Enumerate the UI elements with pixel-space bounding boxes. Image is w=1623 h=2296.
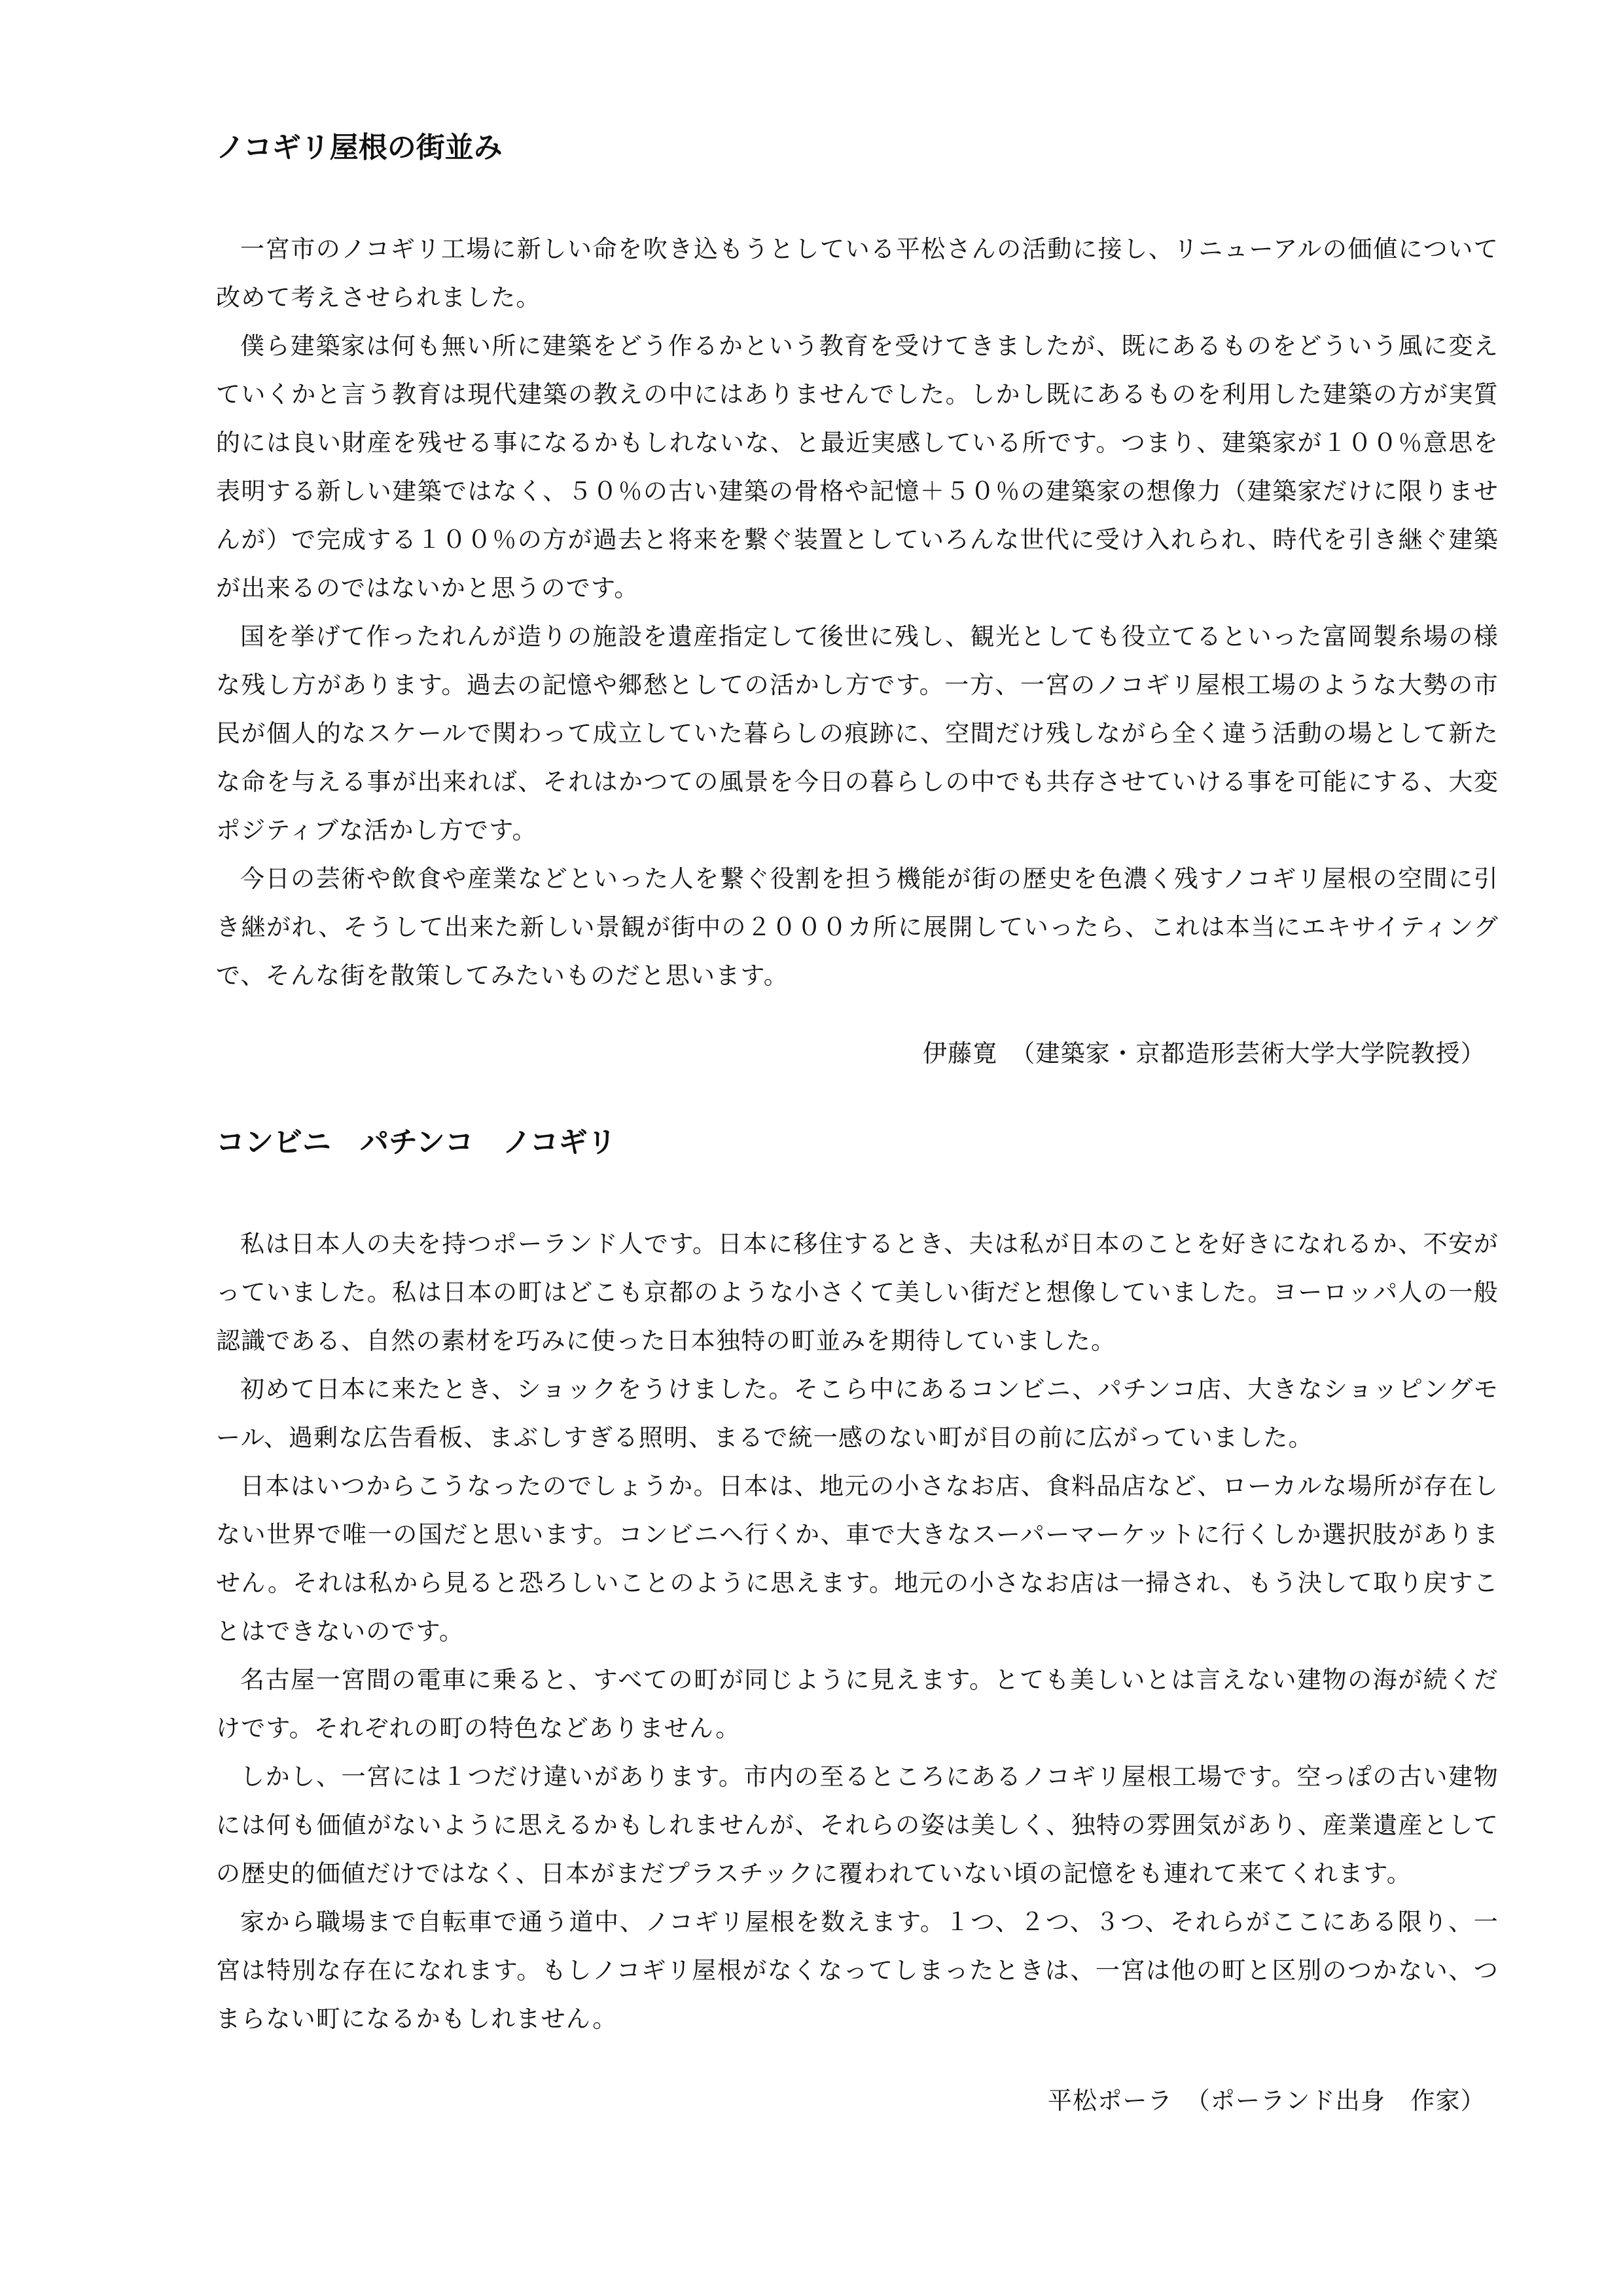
paragraph: しかし、一宮には１つだけ違いがあります。市内の至るところにあるノコギリ屋根工場です。空っぽの古い建物には何も価値がないように思えるかもしれませんが、それらの姿は美しく、独特の雰囲気があり、産業遺産としての歴史的価値だけではなく、日本がまだプラスチックに覆われていない頃の記憶をも連れて来てくれます。 [216, 1763, 1499, 1888]
author-signature-hiramatsu: 平松ポーラ （ポーランド出身 作家） [1047, 2087, 1486, 2115]
paragraph: 一宮市のノコギリ工場に新しい命を吹き込もうとしている平松さんの活動に接し、リニューアルの価値について改めて考えさせられました。 [216, 235, 1499, 312]
paragraph: 初めて日本に来たとき、ショックをうけました。そこら中にあるコンビニ、パチンコ店、大きなショッピングモール、過剰な広告看板、まぶしすぎる照明、まるで統一感のない町が目の前に広がっていました。 [216, 1375, 1499, 1452]
section-title-nokogiri-streetscape: ノコギリ屋根の街並み [216, 131, 503, 164]
paragraph: 家から職場まで自転車で通う道中、ノコギリ屋根を数えます。１つ、２つ、３つ、それらがここにある限り、一宮は特別な存在になれます。もしノコギリ屋根がなくなってしまったときは、一宮は他の町と区別のつかない、つまらない町になるかもしれません。 [216, 1908, 1499, 2033]
section-body-nokogiri-streetscape [216, 225, 1499, 1000]
author-signature-ito: 伊藤寛 （建築家・京都造形芸術大学大学院教授） [922, 1039, 1486, 1067]
section-body-konbini-pachinko-nokogiri [216, 1220, 1499, 2043]
paragraph: 今日の芸術や飲食や産業などといった人を繋ぐ役割を担う機能が街の歴史を色濃く残すノコギリ屋根の空間に引き継がれ、そうして出来た新しい景観が街中の２０００カ所に展開していったら、これは本当にエキサイティングで、そんな街を散策してみたいものだと思います。 [216, 865, 1499, 990]
paragraph: 日本はいつからこうなったのでしょうか。日本は、地元の小さなお店、食料品店など、ローカルな場所が存在しない世界で唯一の国だと思います。コンビニへ行くか、車で大きなスーパーマーケットに行くしか選択肢がありません。それは私から見ると恐ろしいことのように思えます。地元の小さなお店は一掃され、もう決して取り戻すことはできないのです。 [216, 1472, 1499, 1645]
section-title-konbini-pachinko-nokogiri: コンビニ パチンコ ノコギリ [216, 1126, 616, 1159]
paragraph: 名古屋一宮間の電車に乗ると、すべての町が同じように見えます。とても美しいとは言えない建物の海が続くだけです。それぞれの町の特色などありません。 [216, 1666, 1499, 1742]
paragraph: 私は日本人の夫を持つポーランド人です。日本に移住するとき、夫は私が日本のことを好きになれるか、不安がっていました。私は日本の町はどこも京都のような小さくて美しい街だと想像していました。ヨーロッパ人の一般認識である、自然の素材を巧みに使った日本独特の町並みを期待していました。 [216, 1230, 1499, 1355]
paragraph: 僕ら建築家は何も無い所に建築をどう作るかという教育を受けてきましたが、既にあるものをどういう風に変えていくかと言う教育は現代建築の教えの中にはありませんでした。しかし既にあるものを利用した建築の方が実質的には良い財産を残せる事になるかもしれないな、と最近実感している所です。つまり、建築家が１００％意思を表明する新しい建築ではなく、５０％の古い建築の骨格や記憶＋５０％の建築家の想像力（建築家だけに限りませんが）で完成する１００％の方が過去と将来を繋ぐ装置としていろんな世代に受け入れられ、時代を引き継ぐ建築が出来るのではないかと思うのです。 [216, 332, 1499, 602]
paragraph: 国を挙げて作ったれんが造りの施設を遺産指定して後世に残し、観光としても役立てるといった富岡製糸場の様な残し方があります。過去の記憶や郷愁としての活かし方です。一方、一宮のノコギリ屋根工場のような大勢の市民が個人的なスケールで関わって成立していた暮らしの痕跡に、空間だけ残しながら全く違う活動の場として新たな命を与える事が出来れば、それはかつての風景を今日の暮らしの中でも共存させていける事を可能にする、大変ポジティブな活かし方です。 [216, 622, 1499, 844]
